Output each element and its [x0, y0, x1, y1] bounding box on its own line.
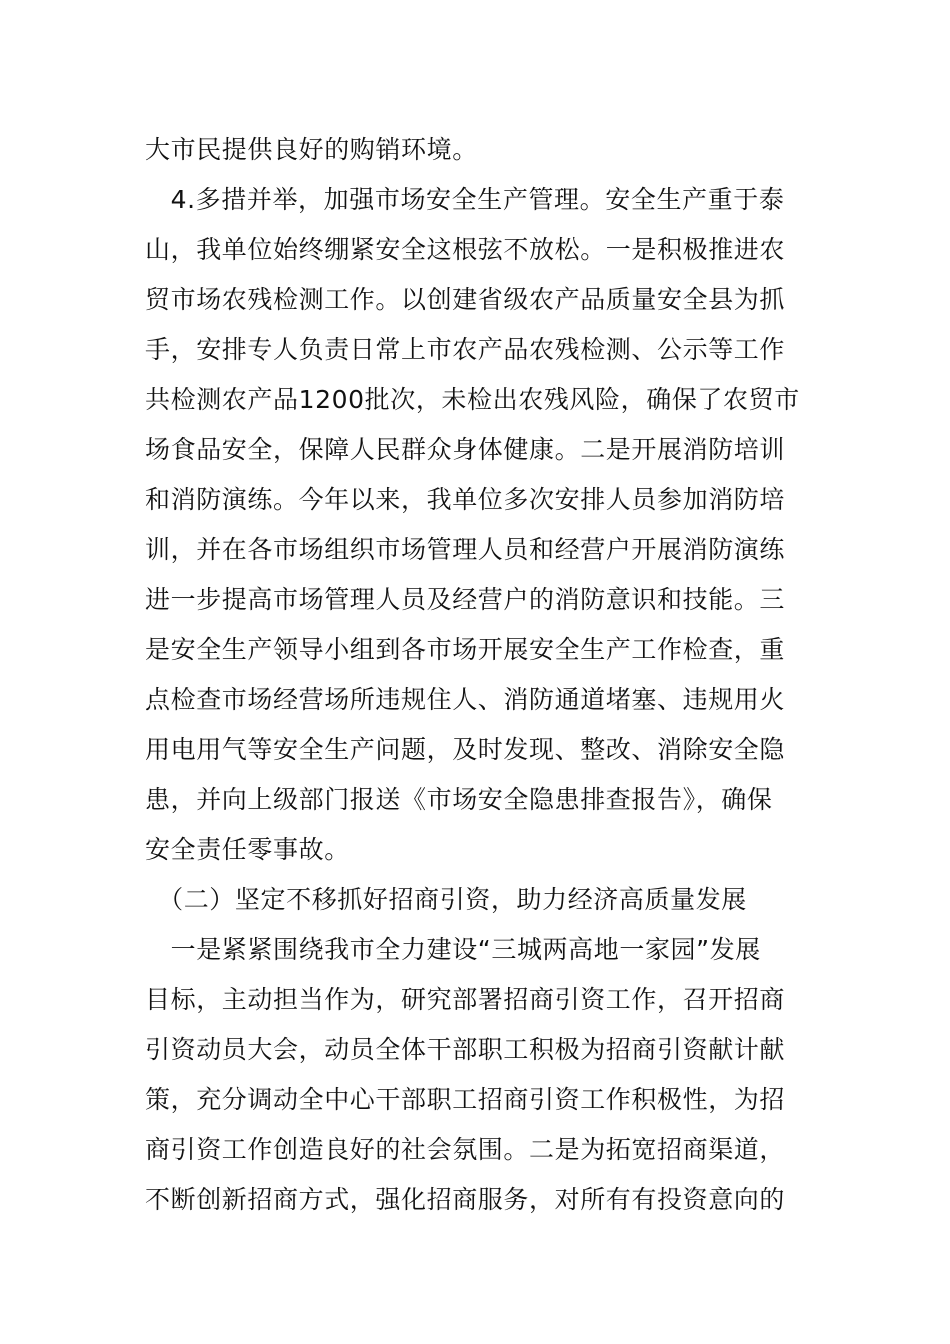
text-line: 一是紧紧围绕我市全力建设“三城两高地一家园”发展 — [145, 935, 761, 964]
text-line: 用电用气等安全生产问题，及时发现、整改、消除安全隐 — [145, 735, 786, 764]
section-heading: （二）坚定不移抓好招商引资，助力经济高质量发展 — [145, 885, 747, 914]
text-line: 山，我单位始终绷紧安全这根弦不放松。一是积极推进农 — [145, 235, 786, 264]
text-line: 共检测农产品1200批次，未检出农残风险，确保了农贸市 — [145, 385, 800, 414]
text-line: 和消防演练。今年以来，我单位多次安排人员参加消防培 — [145, 485, 786, 514]
text-line: 贸市场农残检测工作。以创建省级农产品质量安全县为抓 — [145, 285, 786, 314]
text-line: 商引资工作创造良好的社会氛围。二是为拓宽招商渠道， — [145, 1135, 786, 1164]
text-line: 场食品安全，保障人民群众身体健康。二是开展消防培训 — [145, 435, 786, 464]
text-line: 引资动员大会，动员全体干部职工积极为招商引资献计献 — [145, 1035, 786, 1064]
text-line: 手，安排专人负责日常上市农产品农残检测、公示等工作 — [145, 335, 786, 364]
text-line: 点检查市场经营场所违规住人、消防通道堵塞、违规用火 — [145, 685, 786, 714]
text-line: 目标，主动担当作为，研究部署招商引资工作，召开招商 — [145, 985, 786, 1014]
text-line: 安全责任零事故。 — [145, 835, 350, 864]
text-line: 4.多措并举，加强市场安全生产管理。安全生产重于泰 — [145, 185, 785, 214]
text-line: 是安全生产领导小组到各市场开展安全生产工作检查，重 — [145, 635, 786, 664]
text-line: 训，并在各市场组织市场管理人员和经营户开展消防演练 — [145, 535, 786, 564]
text-line: 不断创新招商方式，强化招商服务，对所有有投资意向的 — [145, 1185, 786, 1214]
text-line: 大市民提供良好的购销环境。 — [145, 135, 478, 164]
text-line: 进一步提高市场管理人员及经营户的消防意识和技能。三 — [145, 585, 786, 614]
text-line: 策，充分调动全中心干部职工招商引资工作积极性，为招 — [145, 1085, 786, 1114]
text-line: 患，并向上级部门报送《市场安全隐患排查报告》，确保 — [145, 785, 773, 814]
